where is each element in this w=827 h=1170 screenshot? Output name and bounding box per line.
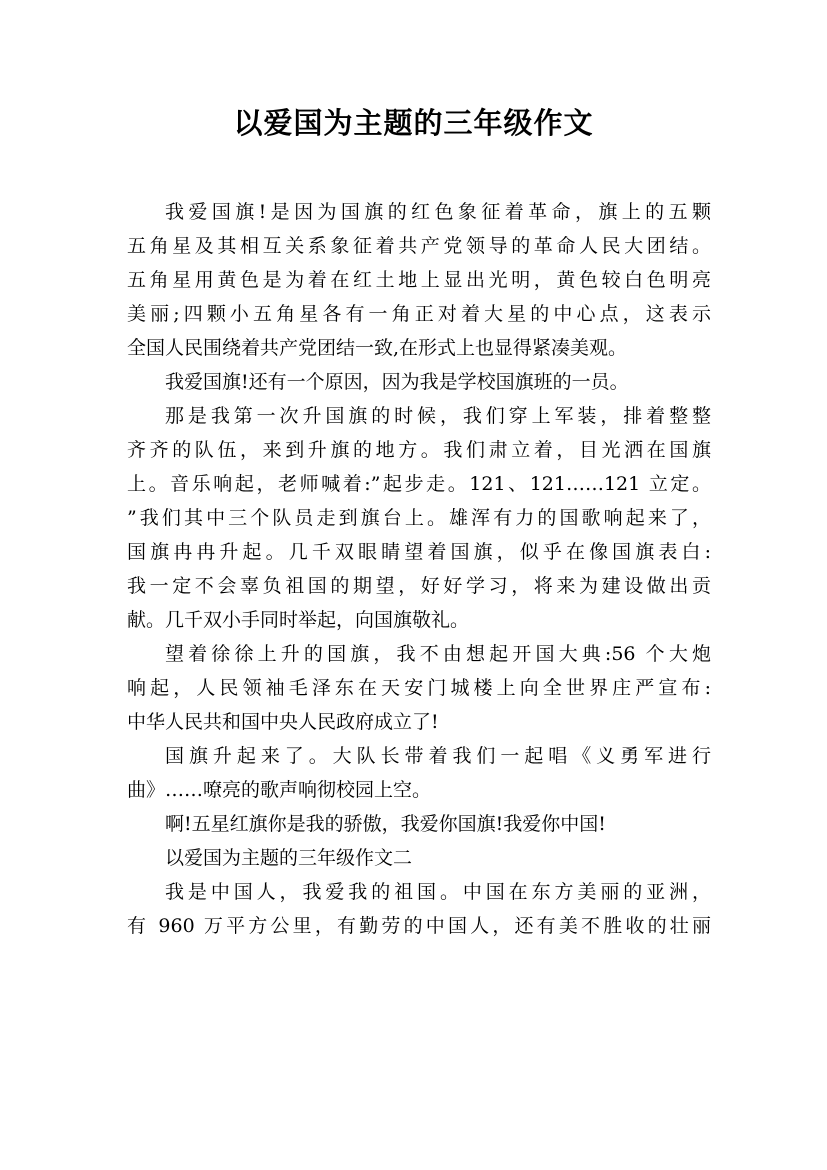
text-line: 我爱国旗!是因为国旗的红色象征着革命，旗上的五颗 <box>165 201 711 223</box>
document-title: 以爱国为主题的三年级作文 <box>233 106 594 140</box>
text-line: ”我们其中三个队员走到旗台上。雄浑有力的国歌响起来了， <box>127 507 711 529</box>
text-line: 啊!五星红旗你是我的骄傲，我爱你国旗!我爱你中国! <box>165 813 606 835</box>
text-line: 国旗升起来了。大队长带着我们一起唱《义勇军进行 <box>165 745 711 767</box>
paragraph-6 <box>127 807 711 841</box>
text-line: 以爱国为主题的三年级作文二 <box>165 847 413 869</box>
paragraph-1 <box>127 195 711 365</box>
text-line: 上。音乐响起，老师喊着:”起步走。121、121……121 立定。 <box>127 473 711 495</box>
text-line: 我一定不会辜负祖国的期望，好好学习，将来为建设做出贡 <box>127 575 711 597</box>
section-heading <box>127 841 711 875</box>
text-line: 中华人民共和国中央人民政府成立了! <box>127 711 439 733</box>
text-line: 望着徐徐上升的国旗，我不由想起开国大典:56 个大炮 <box>165 643 711 665</box>
paragraph-3 <box>127 399 711 637</box>
paragraph-4 <box>127 637 711 739</box>
text-line: 献。几千双小手同时举起，向国旗敬礼。 <box>127 609 470 631</box>
text-line: 美丽;四颗小五角星各有一角正对着大星的中心点，这表示 <box>127 303 711 325</box>
paragraph-2 <box>127 365 711 399</box>
text-line: 齐齐的队伍，来到升旗的地方。我们肃立着，目光洒在国旗 <box>127 439 711 461</box>
paragraph-5 <box>127 739 711 807</box>
text-line: 我爱国旗!还有一个原因，因为我是学校国旗班的一员。 <box>165 371 629 393</box>
text-line: 我是中国人，我爱我的祖国。中国在东方美丽的亚洲， <box>165 881 711 903</box>
text-line: 五角星用黄色是为着在红土地上显出光明，黄色较白色明亮 <box>127 269 711 291</box>
text-line: 曲》……嘹亮的歌声响彻校园上空。 <box>127 779 432 801</box>
paragraph-7 <box>127 875 711 943</box>
text-line: 那是我第一次升国旗的时候，我们穿上军装，排着整整 <box>165 405 711 427</box>
text-line: 响起，人民领袖毛泽东在天安门城楼上向全世界庄严宣布: <box>127 677 711 699</box>
document-body <box>127 195 711 943</box>
text-line: 五角星及其相互关系象征着共产党领导的革命人民大团结。 <box>127 235 711 257</box>
text-line: 国旗冉冉升起。几千双眼睛望着国旗，似乎在像国旗表白: <box>127 541 711 563</box>
text-line: 全国人民围绕着共产党团结一致,在形式上也显得紧凑美观。 <box>127 337 628 359</box>
text-line: 有 960 万平方公里，有勤劳的中国人，还有美不胜收的壮丽 <box>127 915 711 937</box>
